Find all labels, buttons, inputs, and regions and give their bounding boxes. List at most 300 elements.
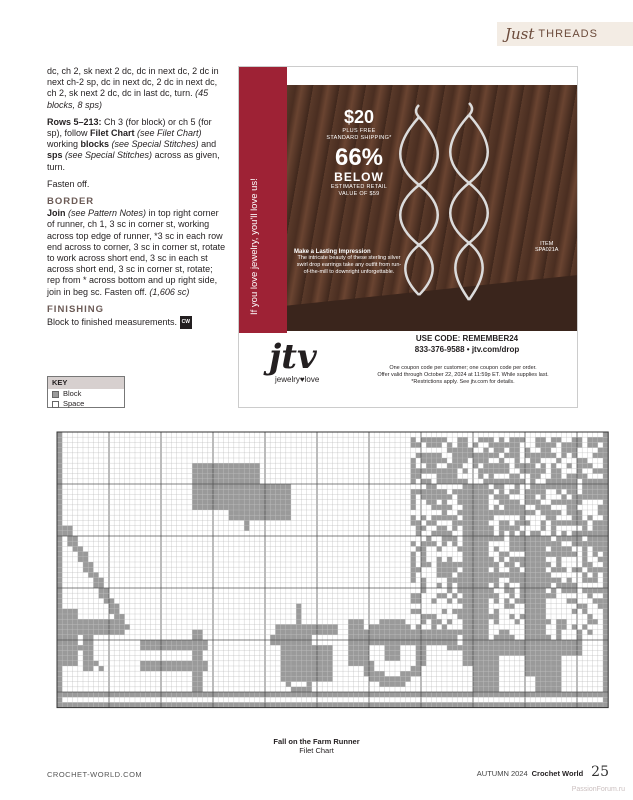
chart-block bbox=[546, 692, 551, 697]
chart-block bbox=[296, 645, 301, 650]
chart-block bbox=[57, 520, 62, 525]
chart-block bbox=[411, 562, 416, 567]
chart-block bbox=[88, 692, 93, 697]
chart-block bbox=[603, 432, 608, 437]
chart-block bbox=[364, 692, 369, 697]
finishing-text: Block to finished measurements. CW bbox=[47, 316, 227, 329]
chart-block bbox=[483, 567, 488, 572]
border-text: Join (see Pattern Notes) in top right corner of runner, ch 1, 3 sc in corner st, working across top edge of runner, *3 sc in each row end across to corner, 3 sc in corner st, rotate to work across short end, 3 sc in each st across short end, 3 sc in corner st, rotate; rep from * across bottom and up right side, join in beg sc. Fasten off. (1,606 sc) bbox=[47, 208, 226, 297]
chart-block bbox=[483, 666, 488, 671]
chart-block bbox=[478, 489, 483, 494]
chart-block bbox=[525, 536, 530, 541]
chart-block bbox=[197, 676, 202, 681]
chart-block bbox=[452, 609, 457, 614]
chart-block bbox=[525, 572, 530, 577]
chart-block bbox=[359, 692, 364, 697]
chart-block bbox=[208, 505, 213, 510]
chart-block bbox=[327, 624, 332, 629]
chart-block bbox=[78, 630, 83, 635]
chart-block bbox=[57, 583, 62, 588]
chart-block bbox=[541, 567, 546, 572]
chart-block bbox=[291, 640, 296, 645]
chart-block bbox=[489, 640, 494, 645]
chart-block bbox=[312, 692, 317, 697]
chart-block bbox=[229, 484, 234, 489]
chart-block bbox=[478, 619, 483, 624]
chart-block bbox=[104, 702, 109, 707]
chart-block bbox=[452, 536, 457, 541]
chart-block bbox=[229, 505, 234, 510]
chart-block bbox=[572, 510, 577, 515]
chart-block bbox=[140, 645, 145, 650]
chart-block bbox=[520, 541, 525, 546]
chart-block bbox=[457, 442, 462, 447]
chart-block bbox=[525, 578, 530, 583]
chart-block bbox=[114, 614, 119, 619]
chart-block bbox=[603, 682, 608, 687]
chart-block bbox=[99, 619, 104, 624]
chart-block bbox=[83, 624, 88, 629]
chart-block bbox=[192, 671, 197, 676]
chart-block bbox=[156, 666, 161, 671]
key-block: Block bbox=[48, 389, 124, 399]
ad-promo-code[interactable]: USE CODE: REMEMBER24 833-376-9588 • jtv.com/drop bbox=[414, 334, 520, 354]
chart-block bbox=[535, 702, 540, 707]
chart-block bbox=[249, 702, 254, 707]
chart-block bbox=[275, 510, 280, 515]
chart-block bbox=[192, 640, 197, 645]
chart-block bbox=[57, 526, 62, 531]
chart-block bbox=[499, 635, 504, 640]
chart-block bbox=[99, 666, 104, 671]
chart-block bbox=[452, 541, 457, 546]
chart-block bbox=[468, 645, 473, 650]
chart-block bbox=[546, 593, 551, 598]
chart-block bbox=[57, 546, 62, 551]
chart-block bbox=[260, 500, 265, 505]
chart-block bbox=[416, 661, 421, 666]
chart-block bbox=[145, 692, 150, 697]
chart-block bbox=[525, 453, 530, 458]
chart-block bbox=[457, 510, 462, 515]
chart-block bbox=[525, 520, 530, 525]
chart-block bbox=[437, 437, 442, 442]
chart-block bbox=[192, 484, 197, 489]
chart-block bbox=[478, 645, 483, 650]
chart-block bbox=[509, 635, 514, 640]
chart-block bbox=[541, 541, 546, 546]
chart-block bbox=[307, 676, 312, 681]
chart-block bbox=[593, 494, 598, 499]
chart-block bbox=[483, 588, 488, 593]
chart-block bbox=[509, 489, 514, 494]
chart-block bbox=[525, 624, 530, 629]
chart-block bbox=[546, 635, 551, 640]
chart-block bbox=[577, 520, 582, 525]
chart-block bbox=[442, 593, 447, 598]
chart-block bbox=[567, 536, 572, 541]
chart-block bbox=[556, 676, 561, 681]
chart-block bbox=[561, 479, 566, 484]
chart-block bbox=[551, 500, 556, 505]
chart-block bbox=[577, 630, 582, 635]
chart-block bbox=[452, 448, 457, 453]
chart-block bbox=[301, 687, 306, 692]
chart-block bbox=[177, 640, 182, 645]
chart-block bbox=[494, 510, 499, 515]
chart-block bbox=[431, 468, 436, 473]
chart-block bbox=[447, 567, 452, 572]
chart-block bbox=[437, 505, 442, 510]
chart-block bbox=[270, 484, 275, 489]
chart-block bbox=[603, 572, 608, 577]
chart-block bbox=[483, 635, 488, 640]
chart-block bbox=[192, 479, 197, 484]
chart-block bbox=[483, 692, 488, 697]
chart-block bbox=[374, 692, 379, 697]
chart-block bbox=[556, 557, 561, 562]
chart-block bbox=[494, 468, 499, 473]
chart-block bbox=[473, 515, 478, 520]
chart-block bbox=[411, 567, 416, 572]
chart-block bbox=[473, 609, 478, 614]
chart-block bbox=[483, 687, 488, 692]
chart-block bbox=[62, 645, 67, 650]
chart-block bbox=[478, 598, 483, 603]
chart-block bbox=[411, 515, 416, 520]
chart-block bbox=[203, 474, 208, 479]
chart-block bbox=[483, 557, 488, 562]
chart-block bbox=[515, 463, 520, 468]
chart-block bbox=[182, 640, 187, 645]
chart-block bbox=[281, 656, 286, 661]
chart-block bbox=[556, 645, 561, 650]
chart-block bbox=[504, 588, 509, 593]
chart-block bbox=[535, 656, 540, 661]
chart-block bbox=[431, 453, 436, 458]
chart-block bbox=[593, 489, 598, 494]
chart-block bbox=[182, 661, 187, 666]
chart-block bbox=[57, 479, 62, 484]
chart-block bbox=[431, 614, 436, 619]
chart-block bbox=[535, 630, 540, 635]
chart-block bbox=[109, 630, 114, 635]
chart-block bbox=[587, 494, 592, 499]
chart-block bbox=[78, 702, 83, 707]
chart-block bbox=[312, 671, 317, 676]
chart-block bbox=[593, 588, 598, 593]
chart-block bbox=[587, 463, 592, 468]
chart-block bbox=[390, 640, 395, 645]
chart-block bbox=[551, 437, 556, 442]
chart-block bbox=[296, 666, 301, 671]
chart-block bbox=[119, 702, 124, 707]
chart-block bbox=[78, 645, 83, 650]
chart-block bbox=[208, 468, 213, 473]
chart-block bbox=[359, 650, 364, 655]
chart-block bbox=[301, 635, 306, 640]
chart-block bbox=[213, 702, 218, 707]
chart-block bbox=[395, 630, 400, 635]
chart-block bbox=[546, 650, 551, 655]
chart-block bbox=[473, 640, 478, 645]
chart-block bbox=[99, 578, 104, 583]
chart-block bbox=[421, 619, 426, 624]
filet-chart-grid bbox=[47, 422, 611, 728]
chart-block bbox=[385, 630, 390, 635]
chart-block bbox=[416, 630, 421, 635]
chart-block bbox=[281, 484, 286, 489]
chart-block bbox=[478, 687, 483, 692]
chart-block bbox=[411, 489, 416, 494]
chart-block bbox=[504, 510, 509, 515]
chart-caption bbox=[0, 737, 633, 755]
chart-block bbox=[577, 650, 582, 655]
chart-block bbox=[515, 546, 520, 551]
chart-block bbox=[530, 593, 535, 598]
chart-block bbox=[307, 645, 312, 650]
chart-block bbox=[67, 541, 72, 546]
chart-block bbox=[587, 593, 592, 598]
chart-block bbox=[478, 671, 483, 676]
chart-block bbox=[270, 494, 275, 499]
chart-block bbox=[535, 661, 540, 666]
chart-block bbox=[104, 588, 109, 593]
chart-block bbox=[73, 619, 78, 624]
chart-block bbox=[88, 666, 93, 671]
chart-block bbox=[478, 536, 483, 541]
chart-block bbox=[499, 468, 504, 473]
chart-block bbox=[390, 682, 395, 687]
chart-block bbox=[577, 515, 582, 520]
chart-block bbox=[234, 489, 239, 494]
chart-block bbox=[67, 536, 72, 541]
chart-block bbox=[109, 604, 114, 609]
chart-block bbox=[551, 682, 556, 687]
chart-block bbox=[473, 552, 478, 557]
chart-block bbox=[509, 578, 514, 583]
chart-block bbox=[405, 671, 410, 676]
chart-block bbox=[463, 645, 468, 650]
chart-block bbox=[567, 650, 572, 655]
chart-block bbox=[452, 567, 457, 572]
chart-block bbox=[535, 583, 540, 588]
chart-block bbox=[135, 702, 140, 707]
chart-block bbox=[130, 692, 135, 697]
chart-block bbox=[442, 567, 447, 572]
chart-block bbox=[567, 463, 572, 468]
chart-block bbox=[556, 650, 561, 655]
chart-block bbox=[426, 453, 431, 458]
chart-block bbox=[395, 640, 400, 645]
chart-block bbox=[73, 541, 78, 546]
chart-block bbox=[442, 500, 447, 505]
chart-block bbox=[57, 692, 62, 697]
chart-block bbox=[473, 442, 478, 447]
chart-block bbox=[509, 640, 514, 645]
chart-block bbox=[473, 505, 478, 510]
chart-block bbox=[551, 468, 556, 473]
chart-block bbox=[468, 630, 473, 635]
chart-block bbox=[468, 692, 473, 697]
chart-block bbox=[489, 463, 494, 468]
chart-block bbox=[556, 567, 561, 572]
chart-block bbox=[535, 635, 540, 640]
chart-block bbox=[577, 531, 582, 536]
chart-block bbox=[312, 650, 317, 655]
chart-block bbox=[535, 484, 540, 489]
chart-block bbox=[442, 536, 447, 541]
chart-block bbox=[182, 645, 187, 650]
chart-block bbox=[551, 656, 556, 661]
chart-block bbox=[239, 484, 244, 489]
chart-block bbox=[286, 635, 291, 640]
chart-block bbox=[447, 583, 452, 588]
chart-block bbox=[296, 650, 301, 655]
chart-block bbox=[192, 645, 197, 650]
chart-block bbox=[499, 552, 504, 557]
chart-block bbox=[541, 552, 546, 557]
chart-block bbox=[473, 541, 478, 546]
chart-block bbox=[530, 609, 535, 614]
chart-block bbox=[286, 484, 291, 489]
chart-block bbox=[603, 702, 608, 707]
chart-block bbox=[442, 474, 447, 479]
chart-block bbox=[504, 526, 509, 531]
chart-block bbox=[468, 552, 473, 557]
chart-block bbox=[431, 442, 436, 447]
chart-block bbox=[535, 604, 540, 609]
chart-block bbox=[140, 702, 145, 707]
chart-block bbox=[281, 645, 286, 650]
chart-block bbox=[333, 692, 338, 697]
chart-block bbox=[535, 682, 540, 687]
chart-block bbox=[411, 593, 416, 598]
chart-block bbox=[213, 500, 218, 505]
chart-block bbox=[151, 702, 156, 707]
chart-block bbox=[541, 588, 546, 593]
chart-block bbox=[463, 562, 468, 567]
chart-block bbox=[359, 630, 364, 635]
chart-block bbox=[509, 453, 514, 458]
chart-block bbox=[504, 494, 509, 499]
chart-block bbox=[556, 656, 561, 661]
chart-block bbox=[359, 640, 364, 645]
chart-block bbox=[431, 692, 436, 697]
chart-block bbox=[197, 645, 202, 650]
chart-block bbox=[452, 463, 457, 468]
chart-block bbox=[520, 557, 525, 562]
chart-block bbox=[509, 474, 514, 479]
chart-block bbox=[541, 619, 546, 624]
chart-block bbox=[478, 546, 483, 551]
chart-block bbox=[463, 526, 468, 531]
chart-block bbox=[255, 463, 260, 468]
chart-block bbox=[603, 494, 608, 499]
chart-block bbox=[317, 656, 322, 661]
chart-block bbox=[567, 552, 572, 557]
chart-block bbox=[567, 484, 572, 489]
chart-block bbox=[109, 624, 114, 629]
chart-block bbox=[411, 552, 416, 557]
chart-block bbox=[291, 666, 296, 671]
chart-block bbox=[582, 609, 587, 614]
chart-block bbox=[593, 552, 598, 557]
chart-block bbox=[88, 562, 93, 567]
chart-block bbox=[483, 614, 488, 619]
chart-block bbox=[203, 666, 208, 671]
chart-block bbox=[520, 588, 525, 593]
chart-block bbox=[483, 500, 488, 505]
chart-block bbox=[468, 505, 473, 510]
chart-block bbox=[369, 671, 374, 676]
jtv-advertisement[interactable] bbox=[238, 66, 578, 408]
chart-block bbox=[603, 666, 608, 671]
chart-block bbox=[556, 489, 561, 494]
chart-block bbox=[567, 474, 572, 479]
chart-block bbox=[587, 515, 592, 520]
chart-block bbox=[270, 515, 275, 520]
chart-block bbox=[546, 661, 551, 666]
chart-block bbox=[593, 453, 598, 458]
chart-block bbox=[57, 453, 62, 458]
chart-block bbox=[541, 484, 546, 489]
chart-block bbox=[145, 702, 150, 707]
chart-block bbox=[593, 578, 598, 583]
chart-block bbox=[379, 702, 384, 707]
chart-block bbox=[535, 650, 540, 655]
chart-block bbox=[473, 567, 478, 572]
chart-block bbox=[509, 604, 514, 609]
chart-block bbox=[83, 562, 88, 567]
chart-block bbox=[57, 567, 62, 572]
chart-block bbox=[203, 468, 208, 473]
chart-block bbox=[301, 656, 306, 661]
chart-block bbox=[405, 692, 410, 697]
chart-block bbox=[291, 624, 296, 629]
chart-block bbox=[255, 484, 260, 489]
chart-block bbox=[99, 692, 104, 697]
chart-block bbox=[463, 505, 468, 510]
chart-block bbox=[468, 635, 473, 640]
chart-block bbox=[468, 656, 473, 661]
chart-block bbox=[442, 458, 447, 463]
chart-block bbox=[255, 494, 260, 499]
chart-block bbox=[489, 474, 494, 479]
chart-block bbox=[494, 578, 499, 583]
chart-block bbox=[312, 676, 317, 681]
chart-block bbox=[307, 650, 312, 655]
chart-block bbox=[603, 484, 608, 489]
chart-block bbox=[603, 510, 608, 515]
chart-block bbox=[587, 531, 592, 536]
chart-block bbox=[411, 474, 416, 479]
chart-block bbox=[520, 536, 525, 541]
chart-block bbox=[535, 505, 540, 510]
chart-block bbox=[57, 593, 62, 598]
chart-block bbox=[551, 520, 556, 525]
chart-block bbox=[421, 692, 426, 697]
chart-block bbox=[281, 624, 286, 629]
chart-block bbox=[593, 692, 598, 697]
chart-block bbox=[463, 510, 468, 515]
chart-block bbox=[327, 702, 332, 707]
chart-block bbox=[431, 619, 436, 624]
chart-block bbox=[197, 474, 202, 479]
chart-block bbox=[556, 692, 561, 697]
chart-block bbox=[473, 666, 478, 671]
chart-block bbox=[239, 468, 244, 473]
